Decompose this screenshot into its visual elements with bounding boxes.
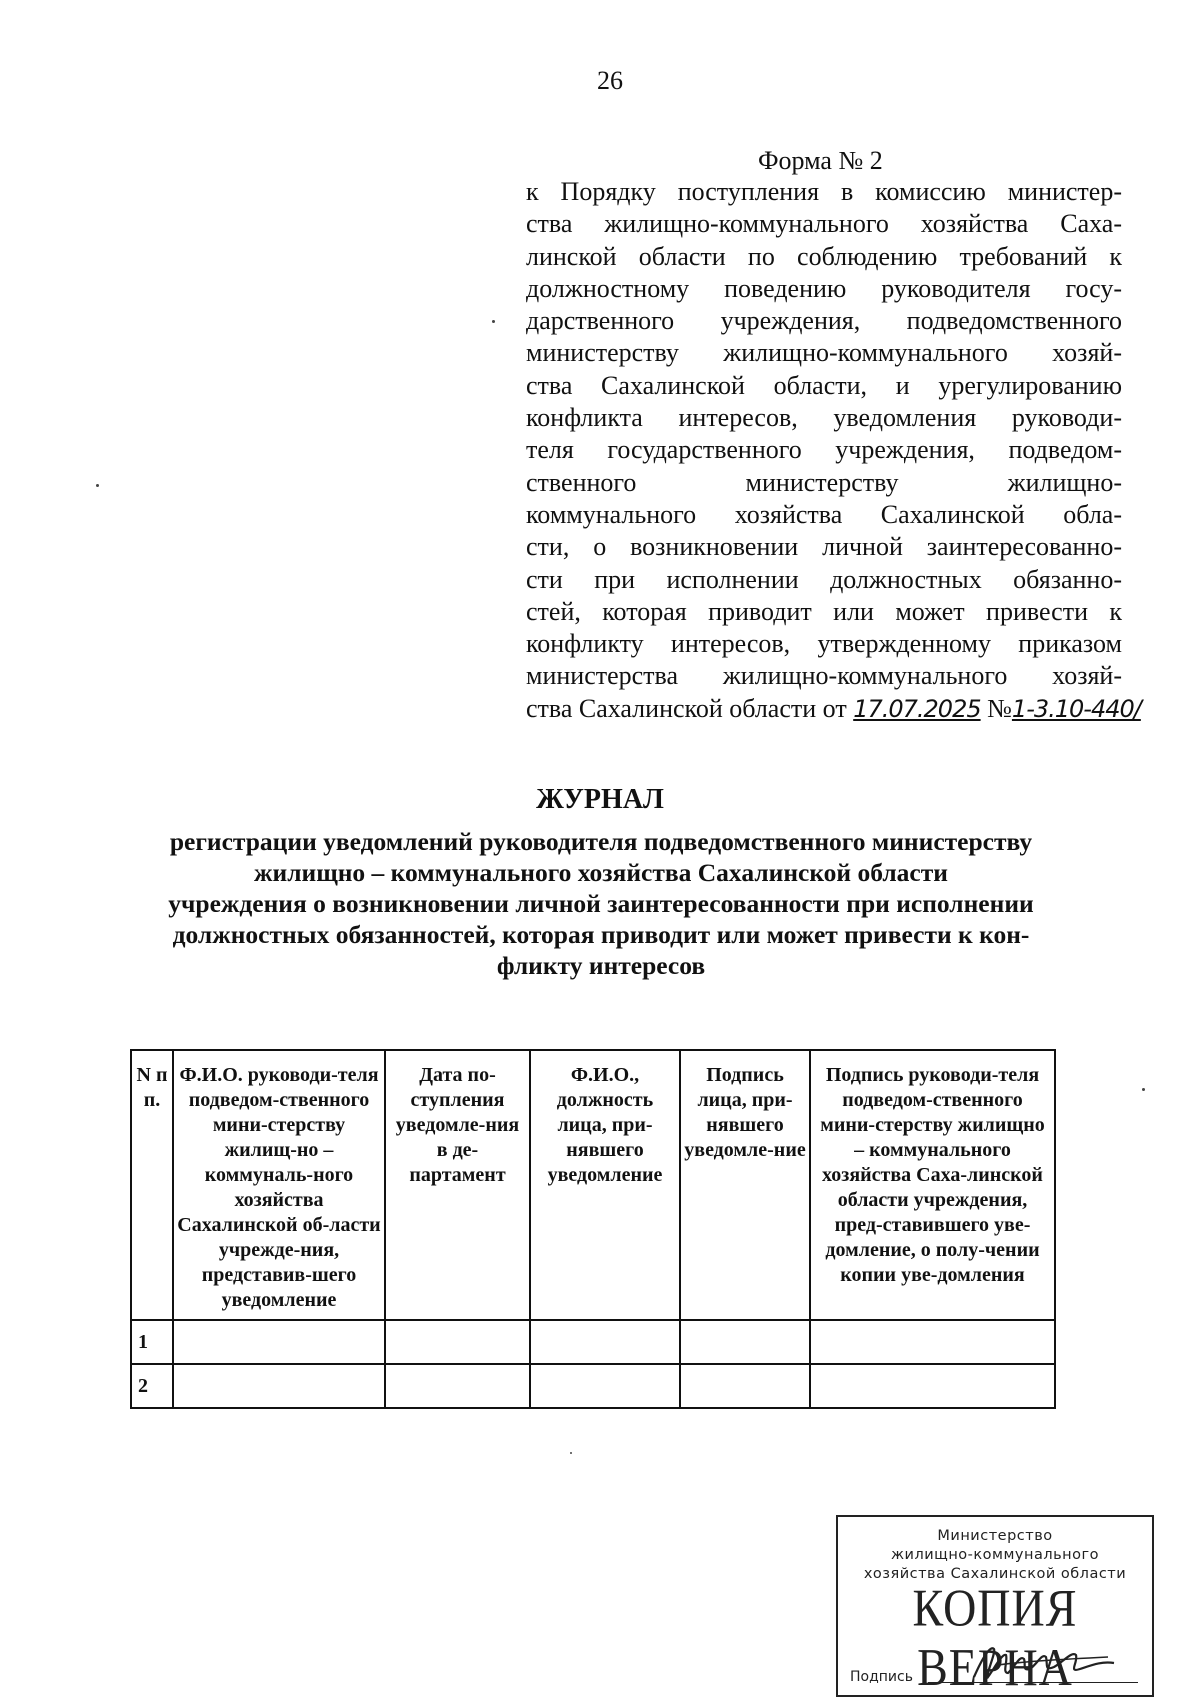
stamp-ministry: Министерство	[937, 1528, 1053, 1544]
copy-certified-stamp	[836, 1515, 1154, 1697]
form-header-text	[526, 176, 1141, 725]
form-header-line: ственного министерству жилищно-	[526, 467, 1122, 497]
form-header-line: сти, о возникновении личной заинтересованно-	[526, 532, 1122, 562]
table-cell	[810, 1320, 1055, 1364]
header-head-signature: Подпись руководи-теля подведом-ственного мини-стерству жилищно – коммунального хозяйства Саха-линской области учреждения, пред-ставившего уве-домление, о полу-чении копии уве-домления	[810, 1050, 1055, 1320]
header-number: N п п.	[131, 1050, 173, 1320]
table-cell	[680, 1320, 810, 1364]
page-number: 26	[597, 66, 623, 95]
stamp-signature-label: Подпись	[850, 1669, 913, 1685]
table-cell	[530, 1320, 680, 1364]
table-cell	[385, 1320, 530, 1364]
scan-speck	[492, 320, 495, 323]
journal-subtitle-line: регистрации уведомлений руководителя подведомственного министерству	[169, 827, 1033, 856]
journal-subtitle-line: учреждения о возникновении личной заинтересованности при исполнении	[168, 889, 1034, 918]
form-header-line: коммунального хозяйства Сахалинской обла-	[526, 499, 1122, 529]
table-cell	[530, 1364, 680, 1408]
table-cell	[810, 1364, 1055, 1408]
form-header-line: линской области по соблюдению требований к	[526, 241, 1122, 271]
table-cell	[173, 1320, 385, 1364]
journal-subtitle	[118, 826, 1084, 981]
form-header-last-line	[526, 693, 1141, 725]
stamp-department: жилищно-коммунального	[890, 1547, 1100, 1563]
form-header-line: стей, которая приводит или может привести к	[526, 596, 1122, 626]
journal-subtitle-line: жилищно – коммунального хозяйства Сахалинской области	[254, 858, 948, 887]
stamp-copy-verified: КОПИЯ ВЕРНА	[912, 1578, 1078, 1697]
journal-title: ЖУРНАЛ	[536, 784, 664, 815]
form-title: Форма № 2	[758, 146, 883, 175]
header-receiver-signature: Подпись лица, при-нявшего уведомле-ние	[680, 1050, 810, 1320]
form-header-line: ства Сахалинской области, и урегулированию	[526, 370, 1122, 400]
form-header-line: конфликта интересов, уведомления руководи-	[526, 403, 1122, 433]
form-header-line: конфликту интересов, утвержденному приказом	[526, 629, 1122, 659]
table-cell	[173, 1364, 385, 1408]
form-header-line: дарственного учреждения, подведомственного	[526, 306, 1122, 336]
form-header-line: теля государственного учреждения, подведом-	[526, 435, 1122, 465]
table-header-row	[131, 1050, 1055, 1320]
form-header-line: министерства жилищно-коммунального хозяй-	[526, 661, 1122, 691]
handwritten-date: 17.07.2025	[853, 694, 981, 723]
row-number: 1	[131, 1320, 173, 1364]
form-header-line: к Порядку поступления в комиссию министер-	[526, 177, 1122, 206]
header-receiver-name: Ф.И.О., должность лица, при-нявшего уведомление	[530, 1050, 680, 1320]
row-number: 2	[131, 1364, 173, 1408]
form-header-line: ства жилищно-коммунального хозяйства Саха-	[526, 209, 1122, 239]
form-header-line: сти при исполнении должностных обязанно-	[526, 564, 1122, 594]
journal-table	[130, 1049, 1056, 1409]
journal-subtitle-line: должностных обязанностей, которая приводит или может привести к кон-	[172, 920, 1030, 949]
table-cell	[385, 1364, 530, 1408]
header-head-name: Ф.И.О. руководи-теля подведом-ственного мини-стерству жилищ-но – коммуналь-ного хозяйства Сахалинской об-ласти учрежде-ния, представив-шего уведомление	[173, 1050, 385, 1320]
table-row	[131, 1320, 1055, 1364]
header-receipt-date: Дата по-ступления уведомле-ния в де-партамент	[385, 1050, 530, 1320]
table-cell	[680, 1364, 810, 1408]
signature-icon	[968, 1639, 1118, 1683]
scan-speck	[1142, 1088, 1145, 1091]
journal-subtitle-line: фликту интересов	[496, 951, 706, 980]
order-number-label: №	[987, 693, 1012, 723]
stamp-region: хозяйства Сахалинской области	[863, 1566, 1127, 1582]
scan-speck	[96, 484, 99, 487]
handwritten-order-number: 1-3.10-440/	[1011, 694, 1141, 723]
scan-speck	[570, 1452, 572, 1454]
form-header-line: должностному поведению руководителя госу-	[526, 273, 1122, 303]
order-date-prefix: ства Сахалинской области от	[526, 693, 847, 723]
table-row	[131, 1364, 1055, 1408]
form-header-line: министерству жилищно-коммунального хозяй-	[526, 338, 1122, 368]
